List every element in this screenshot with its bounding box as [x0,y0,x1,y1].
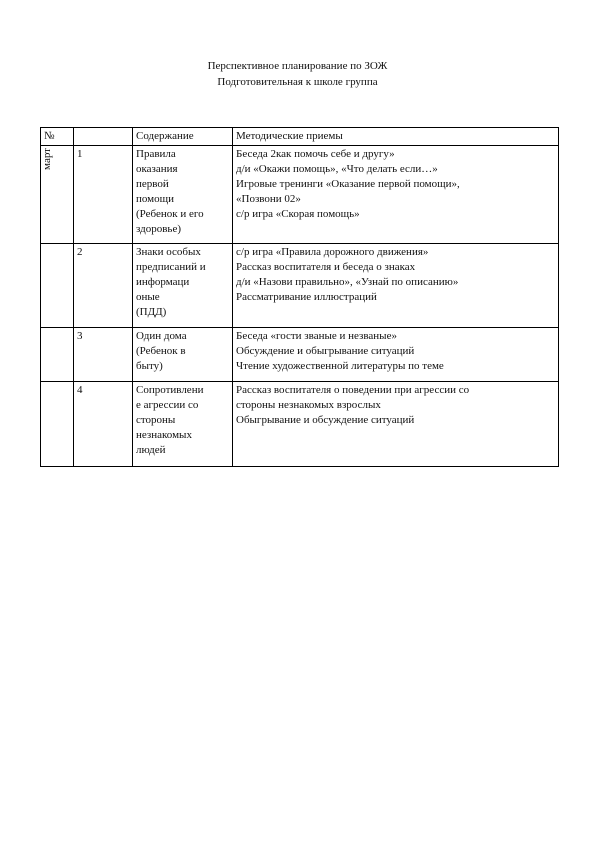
header-content: Содержание [133,128,233,146]
method-line: д/и «Назови правильно», «Узнай по описанию» [236,276,459,288]
methods-cell [233,244,559,328]
method-line: Рассказ воспитателя и беседа о знаках [236,261,416,273]
content-line: (Ребенок и его [136,208,204,220]
header-empty [74,128,133,146]
content-cell [133,328,233,382]
month-label: март [41,148,53,170]
month-cell [41,146,74,244]
method-line: Чтение художественной литературы по теме [236,360,444,372]
content-line: предписаний и [136,261,206,273]
table-row [41,382,559,467]
method-line: с/р игра «Правила дорожного движения» [236,246,429,258]
content-line: (Ребенок в [136,345,186,357]
content-line: быту) [136,360,163,372]
method-line: с/р игра «Скорая помощь» [236,208,360,220]
content-line: первой [136,178,169,190]
content-line: Правила [136,148,176,160]
method-line: д/и «Окажи помощь», «Что делать если…» [236,163,438,175]
row-number: 4 [74,382,133,467]
method-line: стороны незнакомых взрослых [236,399,381,411]
content-line: Знаки особых [136,246,201,258]
method-line: «Позвони 02» [236,193,301,205]
table-row [41,328,559,382]
planning-table [40,127,559,467]
method-line: Беседа «гости званые и незваные» [236,330,397,342]
table-header-row [41,128,559,146]
method-line: Рассматривание иллюстраций [236,291,377,303]
methods-cell [233,146,559,244]
table-row [41,146,559,244]
row-number: 1 [74,146,133,244]
content-line: оказания [136,163,178,175]
method-line: Обсуждение и обыгрывание ситуаций [236,345,415,357]
content-line: Один дома [136,330,187,342]
method-line: Обыгрывание и обсуждение ситуаций [236,414,415,426]
content-line: Сопротивлени [136,384,204,396]
content-line: помощи [136,193,174,205]
page-title: Перспективное планирование по ЗОЖ [207,60,388,72]
content-cell [133,382,233,467]
content-line: е агрессии со [136,399,199,411]
content-cell [133,244,233,328]
method-line: Рассказ воспитателя о поведении при агрессии со [236,384,470,396]
content-line: стороны [136,414,176,426]
content-line: оные [136,291,160,303]
content-line: здоровье) [136,223,181,235]
row-number: 2 [74,244,133,328]
header-number: № [41,128,74,146]
methods-cell [233,328,559,382]
content-line: незнакомых [136,429,192,441]
row-number: 3 [74,328,133,382]
table-row [41,244,559,328]
methods-cell [233,382,559,467]
page-subtitle: Подготовительная к школе группа [217,76,378,88]
header-methods: Методические приемы [233,128,559,146]
month-cell-empty [41,328,74,382]
content-line: (ПДД) [136,306,167,318]
method-line: Игровые тренинги «Оказание первой помощи», [236,178,460,190]
month-cell-empty [41,244,74,328]
content-cell [133,146,233,244]
method-line: Беседа 2как помочь себе и другу» [236,148,395,160]
month-cell-empty [41,382,74,467]
content-line: информаци [136,276,190,288]
content-line: людей [136,444,166,456]
